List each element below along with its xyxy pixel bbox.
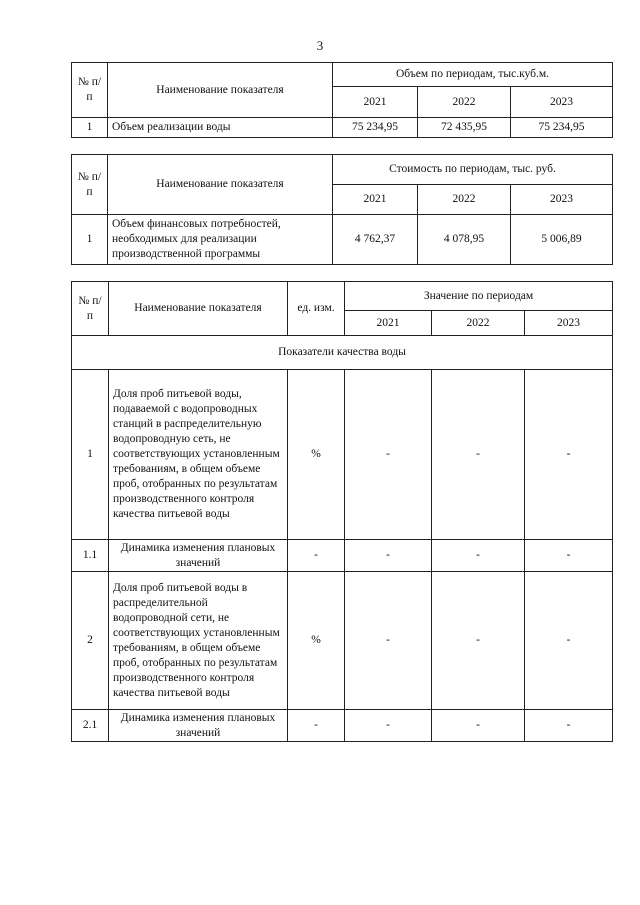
- row-num: 2: [72, 572, 109, 710]
- row-name: Объем финансовых потребностей, необходимых для реализации производственной программы: [108, 215, 333, 265]
- volume-table: [71, 62, 613, 138]
- table-row: [72, 710, 613, 742]
- period-group-header: Значение по периодам: [345, 282, 613, 311]
- table-row: [72, 370, 613, 540]
- col-num-header: № п/п: [72, 155, 108, 215]
- row-value: 5 006,89: [511, 215, 613, 265]
- row-unit: %: [288, 370, 345, 540]
- col-num-header: № п/п: [72, 282, 109, 336]
- year-header: 2023: [525, 311, 613, 336]
- row-value: -: [432, 370, 525, 540]
- row-value: -: [345, 572, 432, 710]
- page-number: 3: [316, 38, 324, 53]
- row-value: -: [525, 370, 613, 540]
- row-value: 75 234,95: [333, 118, 418, 138]
- row-value: 75 234,95: [511, 118, 613, 138]
- row-value: 72 435,95: [418, 118, 511, 138]
- year-header: 2022: [432, 311, 525, 336]
- row-value: -: [345, 710, 432, 742]
- table-row: [72, 215, 613, 265]
- row-value: -: [525, 540, 613, 572]
- col-num-header: № п/п: [72, 63, 108, 118]
- row-num: 1: [72, 370, 109, 540]
- row-value: -: [432, 710, 525, 742]
- year-header: 2021: [345, 311, 432, 336]
- period-group-header: Стоимость по периодам, тыс. руб.: [333, 155, 613, 185]
- quality-table: [71, 281, 613, 742]
- row-value: -: [345, 370, 432, 540]
- year-header: 2023: [511, 185, 613, 215]
- row-name: Доля проб питьевой воды в распределительной водопроводной сети, не соответствующих установленным требованиям, в общем объеме проб, отобранных по результатам производственного контроля качества питьевой воды: [109, 572, 288, 710]
- col-name-header: Наименование показателя: [108, 63, 333, 118]
- year-header: 2023: [511, 87, 613, 118]
- row-unit: -: [288, 710, 345, 742]
- row-value: -: [525, 572, 613, 710]
- row-unit: %: [288, 572, 345, 710]
- row-num: 1.1: [72, 540, 109, 572]
- section-header: Показатели качества воды: [72, 336, 613, 370]
- row-num: 2.1: [72, 710, 109, 742]
- year-header: 2022: [418, 185, 511, 215]
- table-row: [72, 118, 613, 138]
- year-header: 2021: [333, 87, 418, 118]
- row-value: -: [345, 540, 432, 572]
- row-name: Доля проб питьевой воды, подаваемой с водопроводных станций в распределительную водопроводную сеть, не соответствующих установленным требованиям, в общем объеме проб, отобранных по результатам производственного контроля качества питьевой воды: [109, 370, 288, 540]
- row-value: -: [432, 572, 525, 710]
- year-header: 2021: [333, 185, 418, 215]
- table-row: [72, 540, 613, 572]
- row-value: 4 762,37: [333, 215, 418, 265]
- row-value: -: [432, 540, 525, 572]
- row-value: 4 078,95: [418, 215, 511, 265]
- cost-table: [71, 154, 613, 265]
- period-group-header: Объем по периодам, тыс.куб.м.: [333, 63, 613, 87]
- table-row: [72, 572, 613, 710]
- row-name: Динамика изменения плановых значений: [109, 540, 288, 572]
- row-num: 1: [72, 118, 108, 138]
- row-unit: -: [288, 540, 345, 572]
- col-unit-header: ед. изм.: [288, 282, 345, 336]
- row-value: -: [525, 710, 613, 742]
- col-name-header: Наименование показателя: [109, 282, 288, 336]
- row-name: Объем реализации воды: [108, 118, 333, 138]
- row-num: 1: [72, 215, 108, 265]
- year-header: 2022: [418, 87, 511, 118]
- row-name: Динамика изменения плановых значений: [109, 710, 288, 742]
- col-name-header: Наименование показателя: [108, 155, 333, 215]
